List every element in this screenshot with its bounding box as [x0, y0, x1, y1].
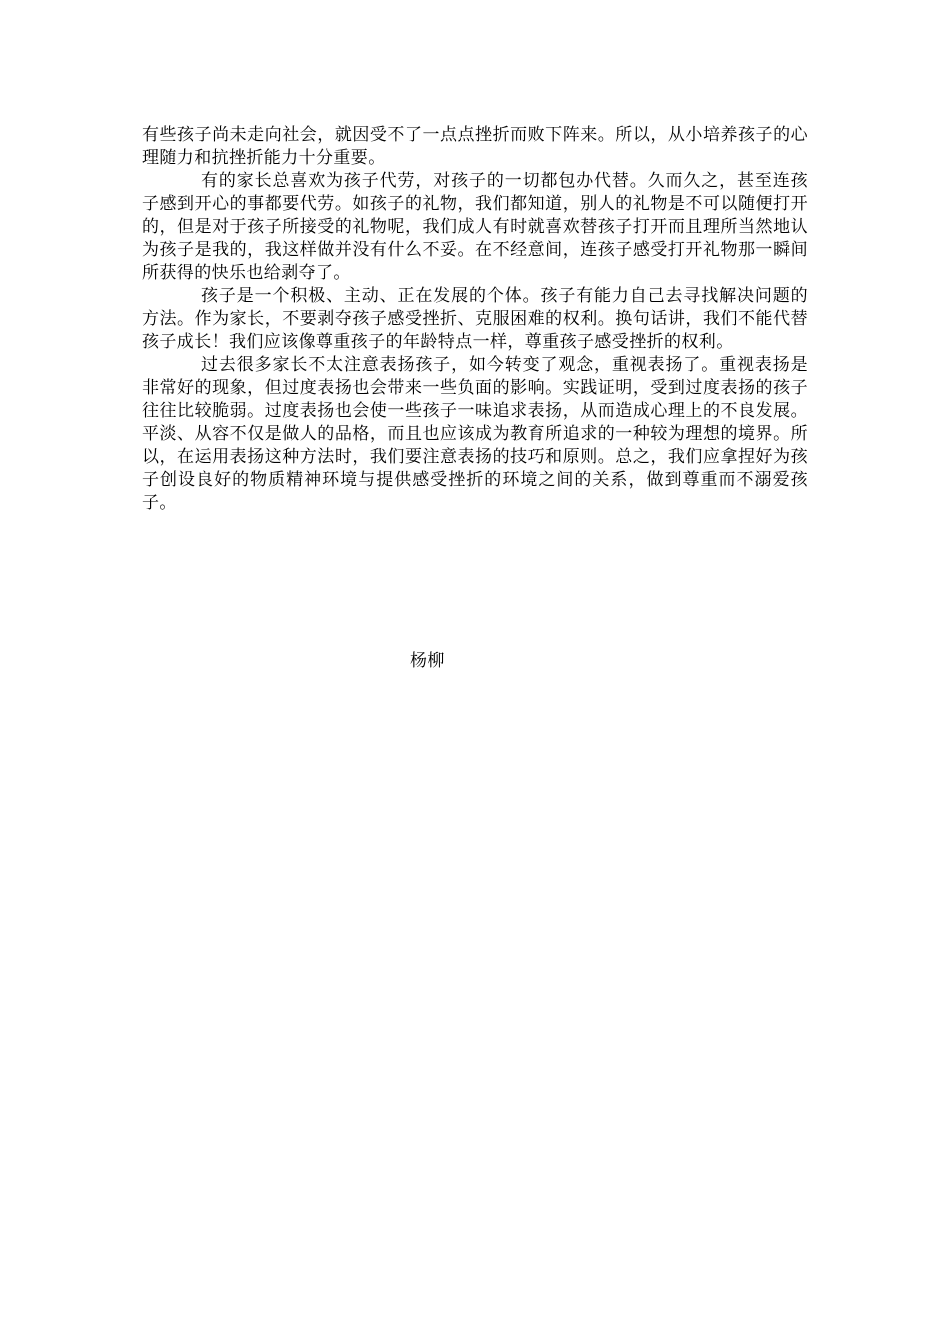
document-body — [142, 124, 808, 515]
paragraph-1: 有些孩子尚未走向社会，就因受不了一点点挫折而败下阵来。所以，从小培养孩子的心理随力和抗挫折能力十分重要。 — [142, 125, 808, 168]
author-signature: 杨柳 — [410, 651, 445, 671]
paragraph-2: 有的家长总喜欢为孩子代劳，对孩子的一切都包办代替。久而久之，甚至连孩子感到开心的事都要代劳。如孩子的礼物，我们都知道，别人的礼物是不可以随便打开的，但是对于孩子所接受的礼物呢，我们成人有时就喜欢替孩子打开而且理所当然地认为孩子是我的，我这样做并没有什么不妥。在不经意间，连孩子感受打开礼物那一瞬间所获得的快乐也给剥夺了。 — [142, 171, 808, 283]
paragraph-3: 孩子是一个积极、主动、正在发展的个体。孩子有能力自己去寻找解决问题的方法。作为家长，不要剥夺孩子感受挫折、克服困难的权利。换句话讲，我们不能代替孩子成长！我们应该像尊重孩子的年龄特点一样，尊重孩子感受挫折的权利。 — [142, 286, 808, 352]
paragraph-4: 过去很多家长不太注意表扬孩子，如今转变了观念，重视表扬了。重视表扬是非常好的现象，但过度表扬也会带来一些负面的影响。实践证明，受到过度表扬的孩子往往比较脆弱。过度表扬也会使一些孩子一味追求表扬，从而造成心理上的不良发展。平淡、从容不仅是做人的品格，而且也应该成为教育所追求的一种较为理想的境界。所以，在运用表扬这种方法时，我们要注意表扬的技巧和原则。总之，我们应拿捏好为孩子创设良好的物质精神环境与提供感受挫折的环境之间的关系，做到尊重而不溺爱孩子。 — [142, 355, 808, 513]
